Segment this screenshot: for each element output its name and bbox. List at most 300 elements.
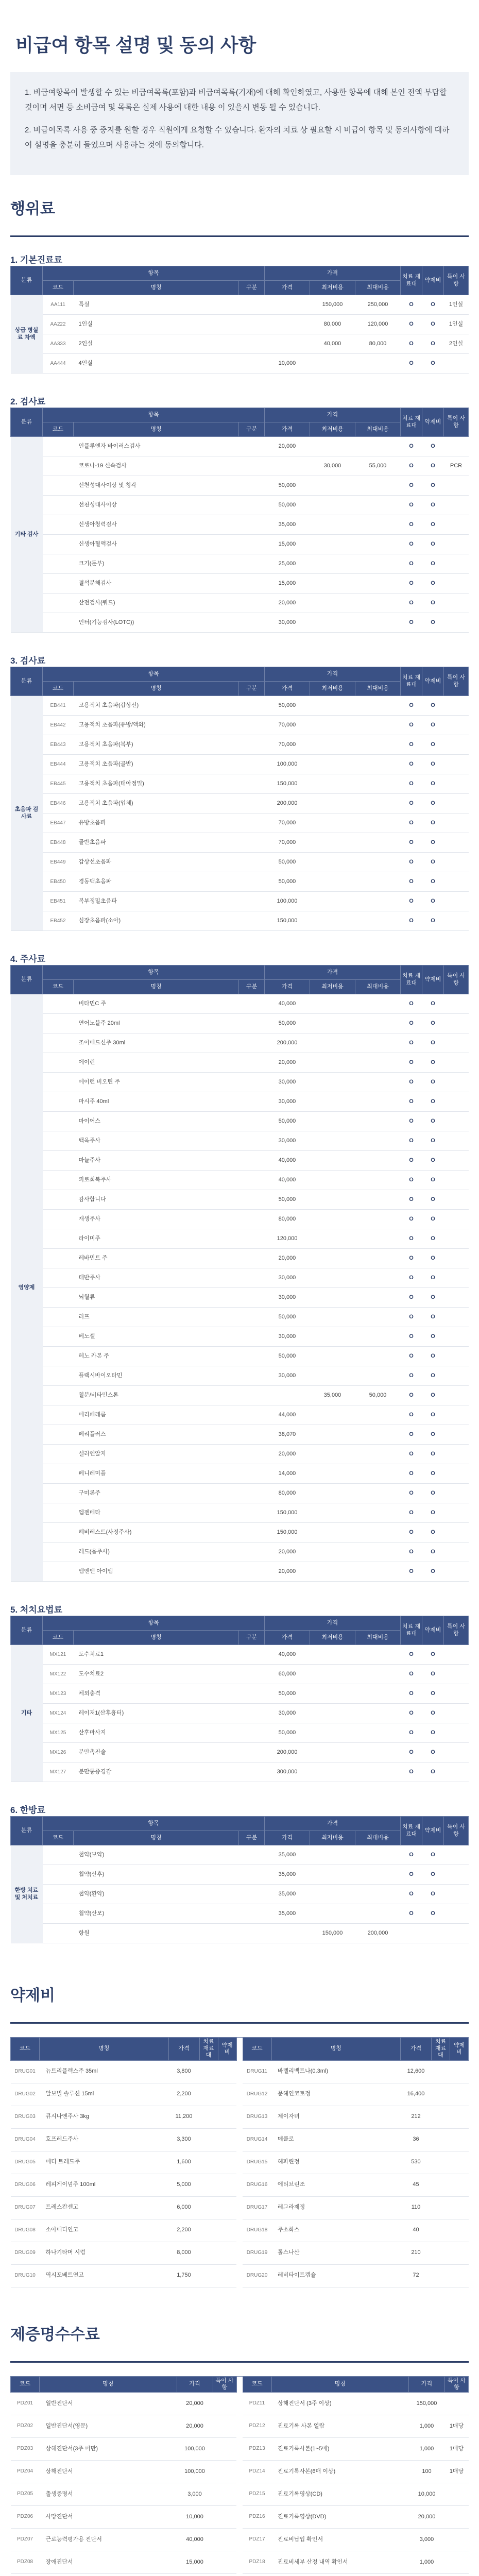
- row-treatment-flag: O: [401, 295, 422, 315]
- header-max: 최대비용: [355, 1831, 400, 1845]
- row-price: 38,070: [264, 1425, 310, 1445]
- row-drug-flag: O: [422, 1885, 444, 1904]
- column-gap: [236, 2242, 243, 2264]
- row-name: 코로나-19 신속검사: [74, 456, 239, 476]
- row-min: [310, 1523, 355, 1543]
- cert-code: PDZ07: [11, 2528, 40, 2551]
- subsection-1: [10, 237, 469, 374]
- row-min: [310, 1288, 355, 1308]
- row-drug-flag: O: [422, 1033, 444, 1053]
- fee-row: [11, 1924, 469, 1943]
- row-price: 30,000: [264, 1288, 310, 1308]
- row-unit: [238, 892, 264, 911]
- row-unit: [238, 1762, 264, 1782]
- cert-name: 일반진단서(영문): [40, 2415, 177, 2437]
- row-unit: [238, 696, 264, 716]
- row-treatment-flag: O: [401, 1845, 422, 1865]
- drug-drug-flag: [218, 2128, 236, 2151]
- header-code: 코드: [43, 422, 74, 437]
- cert-name: 진료기록 사본 열람: [271, 2415, 409, 2437]
- row-unit: [238, 1865, 264, 1885]
- row-treatment-flag: O: [401, 1268, 422, 1288]
- drug-price: 11,200: [168, 2106, 199, 2128]
- column-gap: [236, 2038, 243, 2061]
- drug-drug-flag: [450, 2264, 469, 2287]
- row-unit: [238, 476, 264, 496]
- row-max: [355, 814, 400, 833]
- row-name: 크기(둔부): [74, 554, 239, 574]
- row-code: [43, 1308, 74, 1327]
- cert-code: [243, 2573, 271, 2576]
- cert-code: PDZ01: [11, 2392, 40, 2415]
- drug-drug-flag: [218, 2264, 236, 2287]
- row-drug-flag: O: [422, 1327, 444, 1347]
- row-treatment-flag: O: [401, 994, 422, 1014]
- drug-drug-flag: [218, 2060, 236, 2083]
- header-code: 코드: [43, 1631, 74, 1645]
- drug-drug-flag: [218, 2242, 236, 2264]
- fee-row: [11, 1210, 469, 1229]
- drug-name: 하나기타머 시럽: [40, 2242, 169, 2264]
- drug-code: DRUG16: [243, 2174, 271, 2196]
- row-unit: [238, 1645, 264, 1665]
- drug-name: 레피게이넘주 100ml: [40, 2174, 169, 2196]
- row-unit: [238, 1210, 264, 1229]
- cert-extra: [213, 2551, 236, 2573]
- row-extra: [444, 1386, 469, 1405]
- row-extra: [444, 833, 469, 853]
- row-name: 첩약(환약): [74, 1885, 239, 1904]
- header-price-group: 가격: [264, 965, 400, 980]
- row-code: [43, 515, 74, 535]
- row-treatment-flag: O: [401, 437, 422, 456]
- row-price: 10,000: [264, 354, 310, 374]
- row-unit: [238, 872, 264, 892]
- row-max: [355, 872, 400, 892]
- row-code: [43, 1366, 74, 1386]
- row-min: [310, 1845, 355, 1865]
- fee-table: [10, 1616, 469, 1782]
- row-price: 40,000: [264, 1171, 310, 1190]
- row-code: [43, 1190, 74, 1210]
- drug-name: 바렐리백트나(0.3ml): [271, 2060, 401, 2083]
- row-unit: [238, 735, 264, 755]
- drug-price: 2,200: [168, 2083, 199, 2106]
- row-min: [310, 696, 355, 716]
- row-name: 첩약(보약): [74, 1845, 239, 1865]
- row-unit: [238, 1190, 264, 1210]
- row-max: [355, 1033, 400, 1053]
- row-price: 200,000: [264, 1743, 310, 1762]
- row-code: EB447: [43, 814, 74, 833]
- row-drug-flag: O: [422, 1645, 444, 1665]
- row-code: [43, 437, 74, 456]
- row-code: EB443: [43, 735, 74, 755]
- fee-table-header: [11, 266, 469, 281]
- row-code: EB451: [43, 892, 74, 911]
- fee-table-header: [11, 667, 469, 682]
- drug-code: DRUG07: [11, 2196, 40, 2219]
- cert-price: 1,000: [409, 2437, 445, 2460]
- row-treatment-flag: O: [401, 1249, 422, 1268]
- header-category: 분류: [11, 667, 43, 696]
- fee-row: [11, 1562, 469, 1582]
- cert-extra: [213, 2437, 236, 2460]
- row-min: [310, 994, 355, 1014]
- fee-row: [11, 1405, 469, 1425]
- header-drug: 약제비: [422, 1616, 444, 1645]
- fee-row: [11, 1053, 469, 1073]
- row-price: 70,000: [264, 814, 310, 833]
- drug-drug-flag: [450, 2106, 469, 2128]
- cert-name: 일반진단서: [40, 2392, 177, 2415]
- row-drug-flag: O: [422, 755, 444, 774]
- header-max: 최대비용: [355, 682, 400, 696]
- row-unit: [238, 456, 264, 476]
- row-drug-flag: O: [422, 315, 444, 334]
- row-unit: [238, 613, 264, 633]
- row-extra: [444, 1405, 469, 1425]
- row-treatment-flag: O: [401, 594, 422, 613]
- row-extra: [444, 872, 469, 892]
- cert-price: 100,000: [177, 2460, 213, 2483]
- row-unit: [238, 1073, 264, 1092]
- row-min: [310, 1073, 355, 1092]
- header-code: 코드: [11, 2376, 40, 2392]
- row-name: 2인실: [74, 334, 239, 354]
- row-max: [355, 1112, 400, 1131]
- row-price: 20,000: [264, 1543, 310, 1562]
- drug-price: 110: [401, 2196, 432, 2219]
- row-price: 30,000: [264, 613, 310, 633]
- row-treatment-flag: O: [401, 535, 422, 554]
- drug-name: 제이자녀: [271, 2106, 401, 2128]
- row-max: [355, 1073, 400, 1092]
- drug-price: 45: [401, 2174, 432, 2196]
- row-unit: [238, 1288, 264, 1308]
- row-name: 페니레미플: [74, 1464, 239, 1484]
- cert-extra: [445, 2573, 469, 2576]
- cert-code: PDZ02: [11, 2415, 40, 2437]
- row-max: [355, 735, 400, 755]
- row-treatment-flag: O: [401, 814, 422, 833]
- row-max: [355, 1131, 400, 1151]
- row-treatment-flag: O: [401, 1014, 422, 1033]
- row-max: [355, 1268, 400, 1288]
- row-max: [355, 1645, 400, 1665]
- row-drug-flag: O: [422, 334, 444, 354]
- drug-price: 72: [401, 2264, 432, 2287]
- drug-price: 1,750: [168, 2264, 199, 2287]
- drug-treatment-flag: [432, 2060, 450, 2083]
- cert-price: 1,000: [409, 2415, 445, 2437]
- row-code: [43, 1904, 74, 1924]
- column-gap: [236, 2483, 243, 2505]
- drug-treatment-flag: [432, 2106, 450, 2128]
- row-price: 150,000: [264, 1503, 310, 1523]
- drug-name: 뉴트리플렉스주 35ml: [40, 2060, 169, 2083]
- row-code: [43, 1033, 74, 1053]
- row-extra: [444, 554, 469, 574]
- drug-row: [11, 2151, 469, 2174]
- cert-extra: [445, 2528, 469, 2551]
- row-unit: [238, 1425, 264, 1445]
- row-min: [310, 1865, 355, 1885]
- fee-row: [11, 1704, 469, 1723]
- row-max: [355, 1405, 400, 1425]
- row-price: 50,000: [264, 1112, 310, 1131]
- header-drug: 약제비: [450, 2038, 469, 2061]
- fee-row: [11, 1684, 469, 1704]
- drug-price: 212: [401, 2106, 432, 2128]
- row-code: MX125: [43, 1723, 74, 1743]
- row-price: 35,000: [264, 1845, 310, 1865]
- cert-extra: [213, 2573, 236, 2576]
- row-treatment-flag: O: [401, 1190, 422, 1210]
- row-code: [43, 1210, 74, 1229]
- row-drug-flag: O: [422, 574, 444, 594]
- row-code: [43, 1053, 74, 1073]
- row-code: [43, 1386, 74, 1405]
- cert-code: PDZ15: [243, 2483, 271, 2505]
- row-drug-flag: O: [422, 1073, 444, 1092]
- row-drug-flag: O: [422, 774, 444, 794]
- row-drug-flag: O: [422, 1347, 444, 1366]
- drug-drug-flag: [218, 2174, 236, 2196]
- drug-code: DRUG18: [243, 2219, 271, 2242]
- drug-name: 레비타이트캡슐: [271, 2264, 401, 2287]
- row-max: [355, 1171, 400, 1190]
- row-price: 50,000: [264, 1014, 310, 1033]
- row-min: [310, 735, 355, 755]
- cert-row: [11, 2573, 469, 2576]
- section-title-certs: 제증명수수료: [10, 2301, 469, 2363]
- row-max: 120,000: [355, 315, 400, 334]
- row-extra: [444, 735, 469, 755]
- header-price: 가격: [168, 2038, 199, 2061]
- row-drug-flag: O: [422, 716, 444, 735]
- fee-row: [11, 1229, 469, 1249]
- row-min: [310, 1704, 355, 1723]
- row-treatment-flag: O: [401, 1904, 422, 1924]
- subsection-title: 5. 처치요법료: [10, 1605, 63, 1615]
- header-min: 최저비용: [310, 422, 355, 437]
- cert-row: [11, 2460, 469, 2483]
- header-price-group: 가격: [264, 408, 400, 422]
- cert-price: 3,000: [409, 2528, 445, 2551]
- drug-price: 3,800: [168, 2060, 199, 2083]
- header-price-group: 가격: [264, 1616, 400, 1631]
- row-drug-flag: O: [422, 1112, 444, 1131]
- header-item: 항목: [43, 1817, 265, 1831]
- row-extra: [444, 476, 469, 496]
- row-unit: [238, 1723, 264, 1743]
- row-max: [355, 1762, 400, 1782]
- cert-code: PDZ04: [11, 2460, 40, 2483]
- row-treatment-flag: O: [401, 1665, 422, 1684]
- row-extra: [444, 1464, 469, 1484]
- row-code: [43, 1523, 74, 1543]
- row-treatment-flag: O: [401, 872, 422, 892]
- row-treatment-flag: O: [401, 755, 422, 774]
- row-name: 레이저1(산후흉터): [74, 1704, 239, 1723]
- row-price: 15,000: [264, 535, 310, 554]
- row-treatment-flag: O: [401, 1464, 422, 1484]
- drug-treatment-flag: [432, 2174, 450, 2196]
- row-treatment-flag: O: [401, 1484, 422, 1503]
- row-min: [310, 755, 355, 774]
- row-code: MX127: [43, 1762, 74, 1782]
- drug-code: DRUG02: [11, 2083, 40, 2106]
- row-treatment-flag: O: [401, 1762, 422, 1782]
- row-extra: [444, 1014, 469, 1033]
- row-max: [355, 1092, 400, 1112]
- fee-row: [11, 354, 469, 374]
- row-code: [43, 496, 74, 515]
- row-max: [355, 892, 400, 911]
- row-max: 50,000: [355, 1386, 400, 1405]
- row-price: 80,000: [264, 1484, 310, 1503]
- drug-treatment-flag: [199, 2151, 218, 2174]
- row-extra: [444, 814, 469, 833]
- row-name: 에이런 비오틴 주: [74, 1073, 239, 1092]
- row-extra: [444, 1249, 469, 1268]
- drug-row: [11, 2242, 469, 2264]
- row-code: [43, 1131, 74, 1151]
- row-name: 도수치료1: [74, 1645, 239, 1665]
- column-gap: [236, 2392, 243, 2415]
- drug-treatment-flag: [432, 2219, 450, 2242]
- header-item: 항목: [43, 667, 265, 682]
- row-unit: [238, 794, 264, 814]
- row-name: 골반초음파: [74, 833, 239, 853]
- row-extra: [444, 1210, 469, 1229]
- drug-treatment-flag: [432, 2264, 450, 2287]
- fee-row: [11, 1308, 469, 1327]
- header-treatment: 치료 재료대: [432, 2038, 450, 2061]
- cert-price: 20,000: [177, 2392, 213, 2415]
- column-gap: [236, 2060, 243, 2083]
- row-treatment-flag: O: [401, 1229, 422, 1249]
- row-unit: [238, 594, 264, 613]
- row-name: 비타민C 주: [74, 994, 239, 1014]
- row-code: AA333: [43, 334, 74, 354]
- cert-price: 20,000: [177, 2415, 213, 2437]
- row-extra: [444, 892, 469, 911]
- row-code: EB442: [43, 716, 74, 735]
- row-price: 35,000: [264, 1885, 310, 1904]
- row-treatment-flag: O: [401, 1073, 422, 1092]
- fee-table: [10, 1816, 469, 1943]
- header-name: 명칭: [271, 2376, 409, 2392]
- fee-table-subheader: [11, 980, 469, 994]
- row-code: [43, 1229, 74, 1249]
- row-min: [310, 1327, 355, 1347]
- row-treatment-flag: O: [401, 1092, 422, 1112]
- row-treatment-flag: O: [401, 1053, 422, 1073]
- row-min: [310, 354, 355, 374]
- drug-row: [11, 2174, 469, 2196]
- row-min: [310, 1904, 355, 1924]
- row-max: [355, 1865, 400, 1885]
- row-drug-flag: O: [422, 1684, 444, 1704]
- row-unit: [238, 1924, 264, 1943]
- row-name: 인터(기능검사(LOTC)): [74, 613, 239, 633]
- row-price: 50,000: [264, 476, 310, 496]
- drug-price: 3,300: [168, 2128, 199, 2151]
- row-treatment-flag: O: [401, 1210, 422, 1229]
- row-name: 복부정밀초음파: [74, 892, 239, 911]
- row-name: 감사합니다: [74, 1190, 239, 1210]
- row-unit: [238, 1464, 264, 1484]
- row-treatment-flag: O: [401, 1723, 422, 1743]
- row-drug-flag: O: [422, 872, 444, 892]
- header-unit: 구분: [238, 1631, 264, 1645]
- row-drug-flag: O: [422, 1131, 444, 1151]
- row-code: [43, 613, 74, 633]
- cert-code: PDZ18: [243, 2551, 271, 2573]
- row-name: 마이어스: [74, 1112, 239, 1131]
- fee-table-subheader: [11, 682, 469, 696]
- row-min: [310, 1229, 355, 1249]
- row-drug-flag: O: [422, 535, 444, 554]
- drug-price: 16,400: [401, 2083, 432, 2106]
- row-code: AA111: [43, 295, 74, 315]
- row-price: 50,000: [264, 853, 310, 872]
- row-min: [310, 1405, 355, 1425]
- header-code: 코드: [243, 2038, 271, 2061]
- row-name: 플랙시바이오타민: [74, 1366, 239, 1386]
- row-max: [355, 994, 400, 1014]
- header-extra: 특이 사항: [444, 1817, 469, 1845]
- row-min: [310, 872, 355, 892]
- header-max: 최대비용: [355, 422, 400, 437]
- fee-table: [10, 965, 469, 1582]
- cert-price: 1,000: [409, 2551, 445, 2573]
- row-min: [310, 892, 355, 911]
- row-extra: [444, 1723, 469, 1743]
- row-min: [310, 1171, 355, 1190]
- header-name: 명칭: [74, 281, 239, 295]
- fee-row: [11, 1723, 469, 1743]
- row-treatment-flag: O: [401, 1543, 422, 1562]
- row-price: 70,000: [264, 716, 310, 735]
- row-extra: [444, 1523, 469, 1543]
- row-price: 50,000: [264, 1723, 310, 1743]
- row-unit: [238, 755, 264, 774]
- row-max: [355, 437, 400, 456]
- drug-drug-flag: [450, 2242, 469, 2264]
- row-drug-flag: O: [422, 794, 444, 814]
- cert-name: 진료비납입 확인서: [271, 2528, 409, 2551]
- row-min: [310, 1131, 355, 1151]
- row-treatment-flag: O: [401, 1445, 422, 1464]
- row-drug-flag: O: [422, 1210, 444, 1229]
- row-unit: [238, 1229, 264, 1249]
- row-extra: [444, 1762, 469, 1782]
- fee-row: [11, 755, 469, 774]
- row-drug-flag: O: [422, 1229, 444, 1249]
- row-treatment-flag: O: [401, 1366, 422, 1386]
- row-price: 15,000: [264, 574, 310, 594]
- row-code: [43, 476, 74, 496]
- cert-extra: [445, 2483, 469, 2505]
- row-min: [310, 794, 355, 814]
- fee-row: [11, 1445, 469, 1464]
- row-extra: [444, 794, 469, 814]
- cert-code: PDZ11: [243, 2392, 271, 2415]
- drug-table-header: [11, 2038, 469, 2061]
